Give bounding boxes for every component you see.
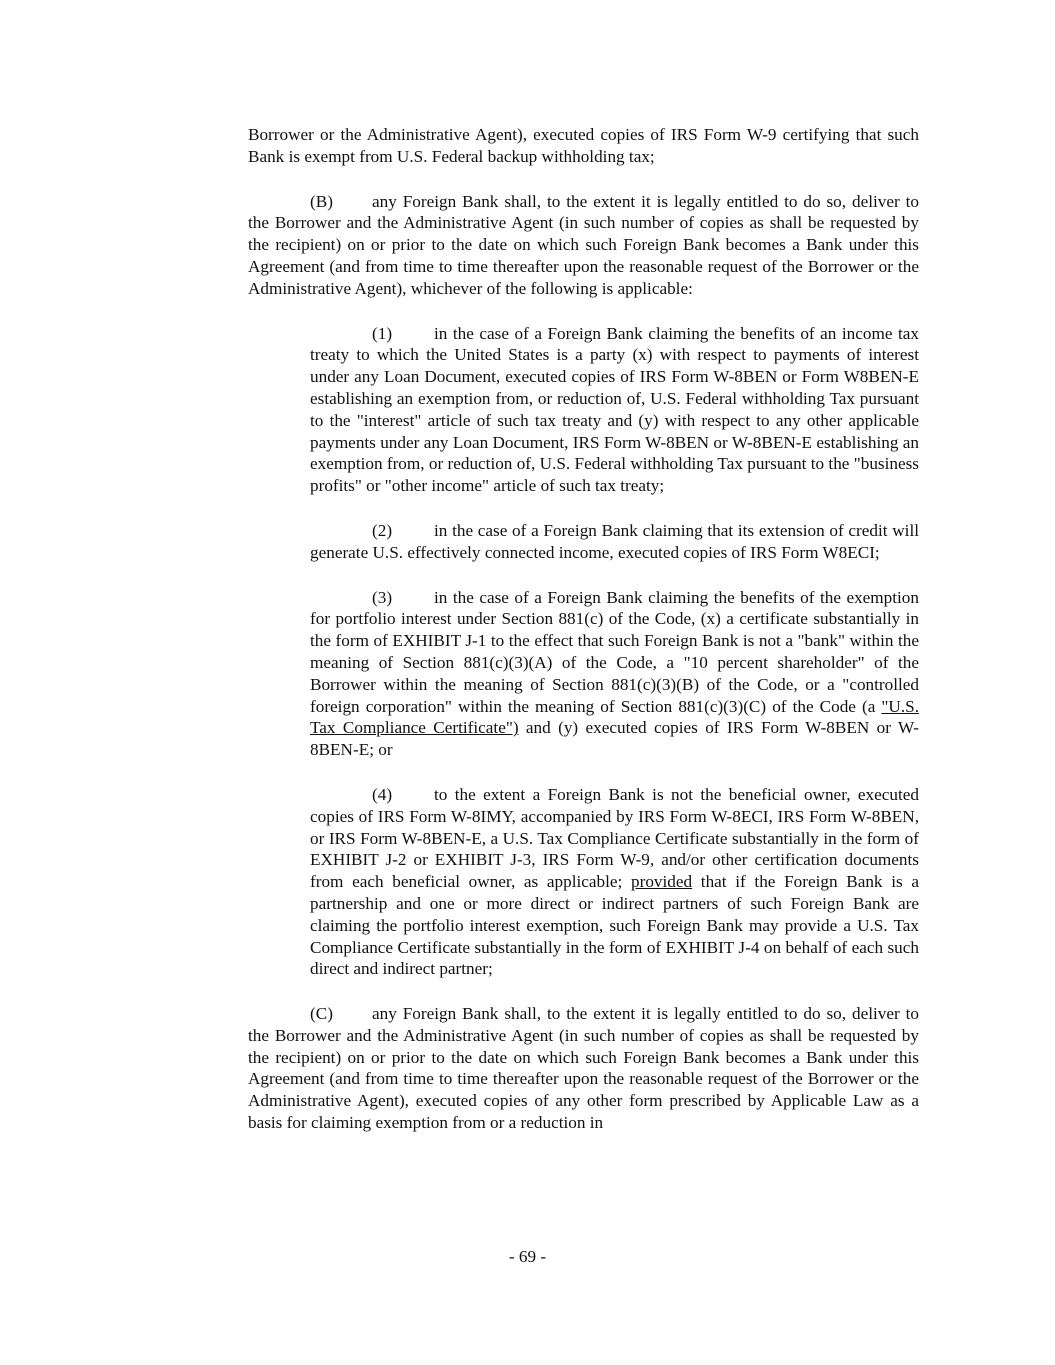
page-body [248, 124, 919, 1157]
item-4-text-before: to the extent a Foreign Bank is not the beneficial owner, executed copies of IRS Form W-8IMY, accompanied by IRS Form W-8ECI, IRS Form W-8BEN, or IRS Form W-8BEN-E, a U.S. Tax Compliance Certificate substantially in the form of EXHIBIT J-2 or EXHIBIT J-3, IRS Form W-9, and/or other certification documents from each beneficial owner, as applicable; [310, 784, 919, 892]
paragraph-c-text: any Foreign Bank shall, to the extent it is legally entitled to do so, deliver to the Borrower and the Administrative Agent (in such number of copies as shall be requested by the recipient) on or prior to the date on which such Foreign Bank becomes a Bank under this Agreement (and from time to time thereafter upon the reasonable request of the Borrower or the Administrative Agent), executed copies of any other form prescribed by Applicable Law as a basis for claiming exemption from or a reduction in [248, 1004, 919, 1133]
provided-term: provided [631, 872, 693, 892]
item-3-text-before: in the case of a Foreign Bank claiming the benefits of the exemption for portfolio interest under Section 881(c) of the Code, (x) a certificate substantially in the form of EXHIBIT J-1 to the effect that such Foreign Bank is not a "bank" within the meaning of Section 881(c)(3)(A) of the Code, a "10 percent shareholder" of the Borrower within the meaning of Section 881(c)(3)(B) of the Code, or a "controlled foreign corporation" within the meaning of Section 881(c)(3)(C) of the Code (a [310, 587, 919, 716]
item-2-label: (2) [372, 520, 393, 540]
item-3 [310, 587, 919, 761]
paragraph-c [248, 1003, 919, 1134]
item-1-label: (1) [372, 323, 393, 343]
item-4 [310, 784, 919, 980]
intro-paragraph [248, 124, 919, 168]
item-3-label: (3) [372, 587, 393, 607]
intro-text: Borrower or the Administrative Agent), executed copies of IRS Form W-9 certifying that such Bank is exempt from U.S. Federal backup withholding tax; [248, 125, 919, 166]
item-3-text-after: and (y) executed copies of IRS Form W-8BEN or W-8BEN-E; or [310, 718, 919, 760]
paragraph-c-label: (C) [310, 1004, 333, 1024]
sub-items [310, 323, 919, 981]
item-4-label: (4) [372, 784, 393, 804]
item-2-text: in the case of a Foreign Bank claiming that its extension of credit will generate U.S. effectively connected income, executed copies of IRS Form W8ECI; [310, 520, 919, 562]
item-1 [310, 323, 919, 497]
item-2 [310, 520, 919, 564]
defined-term-us-tax-compliance-certificate: "U.S. Tax Compliance Certificate") [310, 696, 919, 738]
item-4-text-after: that if the Foreign Bank is a partnership and one or more direct or indirect partners of such Foreign Bank are claiming the portfolio interest exemption, such Foreign Bank may provide a U.S. Tax Compliance Certificate substantially in the form of EXHIBIT J-4 on behalf of each such direct and indirect partner; [310, 872, 919, 979]
page-number: - 69 - [508, 1247, 547, 1266]
paragraph-b-text: any Foreign Bank shall, to the extent it is legally entitled to do so, deliver to the Borrower and the Administrative Agent (in such number of copies as shall be requested by the recipient) on or prior to the date on which such Foreign Bank becomes a Bank under this Agreement (and from time to time thereafter upon the reasonable request of the Borrower or the Administrative Agent), whichever of the following is applicable: [248, 191, 919, 298]
paragraph-b [248, 191, 919, 300]
item-1-text: in the case of a Foreign Bank claiming the benefits of an income tax treaty to which the United States is a party (x) with respect to payments of interest under any Loan Document, executed copies of IRS Form W-8BEN or Form W8BEN-E establishing an exemption from, or reduction of, U.S. Federal withholding Tax pursuant to the "interest" article of such tax treaty and (y) with respect to any other applicable payments under any Loan Document, IRS Form W-8BEN or W-8BEN-E establishing an exemption from, or reduction of, U.S. Federal withholding Tax pursuant to the "business profits" or "other income" article of such tax treaty; [310, 323, 919, 496]
paragraph-b-label: (B) [310, 191, 333, 211]
